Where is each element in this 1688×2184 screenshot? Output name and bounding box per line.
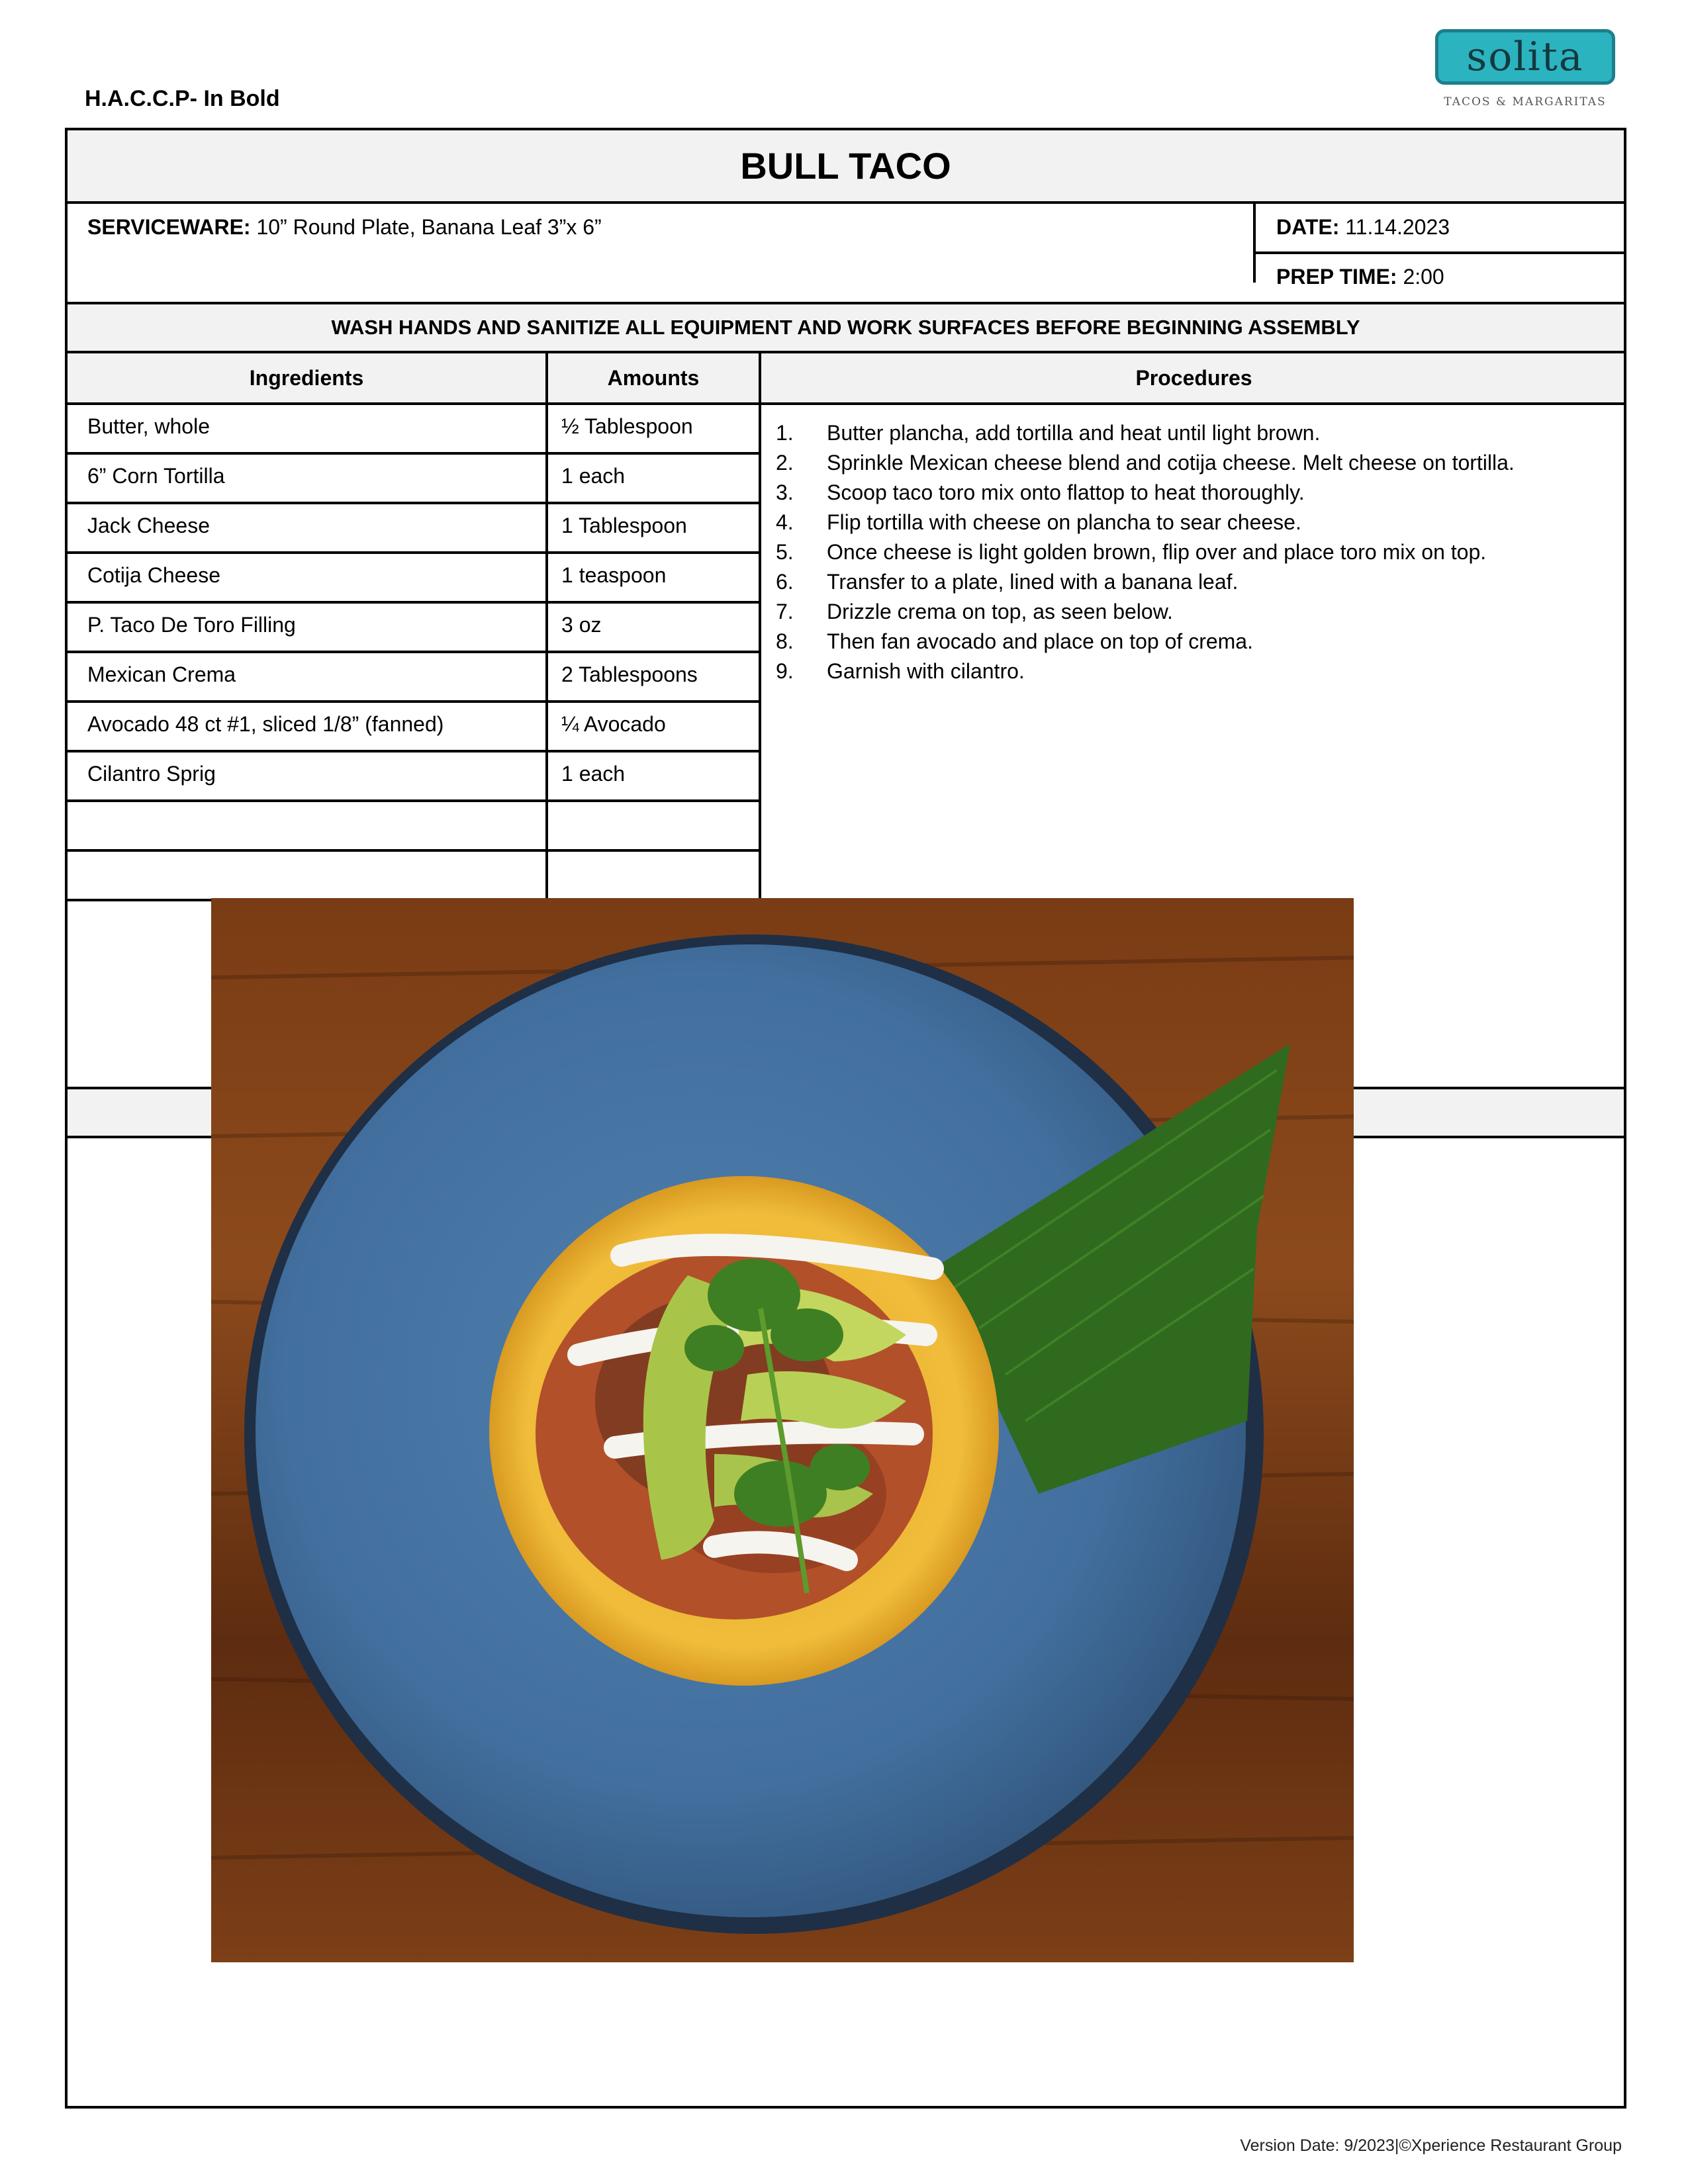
ingredient-row <box>68 750 752 799</box>
ingredient-name: Jack Cheese <box>87 514 210 537</box>
ingredients-header: Ingredients <box>249 365 364 390</box>
ingredient-row <box>68 700 752 750</box>
ingredient-row <box>68 651 752 700</box>
procedure-number: 9. <box>776 659 794 683</box>
prep-time-value: 2:00 <box>1403 265 1444 289</box>
ingredient-amount: 1 each <box>561 762 626 786</box>
plated-dish-photo <box>211 898 1354 1962</box>
procedure-number: 2. <box>776 451 794 475</box>
procedure-text: Sprinkle Mexican cheese blend and cotija cheese. Melt cheese on tortilla. <box>827 451 1515 475</box>
divider <box>68 750 761 752</box>
haccp-note: H.A.C.C.P- In Bold <box>85 86 280 111</box>
ingredient-name: Mexican Crema <box>87 662 236 686</box>
procedure-text: Flip tortilla with cheese on plancha to sear cheese. <box>827 510 1301 534</box>
ingredient-name: Avocado 48 ct #1, sliced 1/8” (fanned) <box>87 712 444 736</box>
ingredient-amount: 3 oz <box>561 613 602 637</box>
amounts-header: Amounts <box>607 365 700 390</box>
procedure-text: Then fan avocado and place on top of crema. <box>827 629 1253 653</box>
procedure-text: Garnish with cilantro. <box>827 659 1025 683</box>
prep-time-label: PREP TIME: <box>1276 265 1397 289</box>
serviceware-field <box>87 215 602 240</box>
logo-badge <box>1435 29 1615 85</box>
ingredient-amount: 1 teaspoon <box>561 563 667 587</box>
serviceware-value: 10” Round Plate, Banana Leaf 3”x 6” <box>256 215 602 239</box>
divider <box>68 601 761 604</box>
version-footer: Version Date: 9/2023|©Xperience Restaurant Group <box>1240 2136 1622 2155</box>
logo-tagline: TACOS & MARGARITAS <box>1444 95 1607 109</box>
logo-wordmark: solita <box>1466 34 1584 80</box>
divider <box>68 452 761 455</box>
wash-hands-banner: WASH HANDS AND SANITIZE ALL EQUIPMENT AND WORK SURFACES BEFORE BEGINNING ASSEMBLY <box>68 304 1624 351</box>
procedure-number: 1. <box>776 421 794 445</box>
procedure-number: 3. <box>776 480 794 504</box>
ingredient-amount: 1 each <box>561 464 626 488</box>
prep-time-field <box>1276 265 1444 289</box>
procedure-text: Once cheese is light golden brown, flip over and place toro mix on top. <box>827 540 1487 564</box>
solita-logo <box>1435 29 1615 111</box>
ingredient-amount: 1 Tablespoon <box>561 514 687 537</box>
ingredient-row <box>68 799 752 849</box>
date-field <box>1276 215 1450 240</box>
date-label: DATE: <box>1276 215 1340 239</box>
ingredient-amount: 2 Tablespoons <box>561 662 698 686</box>
divider <box>68 651 761 653</box>
procedure-text: Drizzle crema on top, as seen below. <box>827 600 1173 623</box>
ingredient-name: P. Taco De Toro Filling <box>87 613 296 637</box>
divider <box>68 551 761 554</box>
divider <box>68 849 761 852</box>
ingredient-row <box>68 502 752 551</box>
divider <box>1253 251 1626 254</box>
procedure-text: Transfer to a plate, lined with a banana leaf. <box>827 570 1239 594</box>
procedure-number: 7. <box>776 600 794 623</box>
ingredient-amount: ½ Tablespoon <box>561 414 693 438</box>
ingredient-name: Butter, whole <box>87 414 210 438</box>
divider <box>68 700 761 703</box>
ingredient-name: Cotija Cheese <box>87 563 220 587</box>
ingredient-row <box>68 601 752 651</box>
procedure-text: Scoop taco toro mix onto flattop to heat thoroughly. <box>827 480 1305 504</box>
divider <box>68 799 761 802</box>
date-value: 11.14.2023 <box>1345 215 1450 239</box>
procedure-number: 8. <box>776 629 794 653</box>
procedure-number: 4. <box>776 510 794 534</box>
serviceware-label: SERVICEWARE: <box>87 215 251 239</box>
divider <box>68 201 1624 204</box>
procedures-header: Procedures <box>1135 365 1252 390</box>
divider <box>1253 201 1256 283</box>
ingredient-name: 6” Corn Tortilla <box>87 464 225 488</box>
ingredient-row <box>68 551 752 601</box>
procedure-text: Butter plancha, add tortilla and heat until light brown. <box>827 421 1321 445</box>
ingredient-row <box>68 849 752 899</box>
divider <box>68 502 761 504</box>
ingredient-row <box>68 402 752 452</box>
recipe-title: BULL TACO <box>68 130 1624 201</box>
ingredient-amount: ¼ Avocado <box>561 712 666 736</box>
ingredient-row <box>68 452 752 502</box>
procedure-number: 6. <box>776 570 794 594</box>
procedure-number: 5. <box>776 540 794 564</box>
ingredient-name: Cilantro Sprig <box>87 762 216 786</box>
